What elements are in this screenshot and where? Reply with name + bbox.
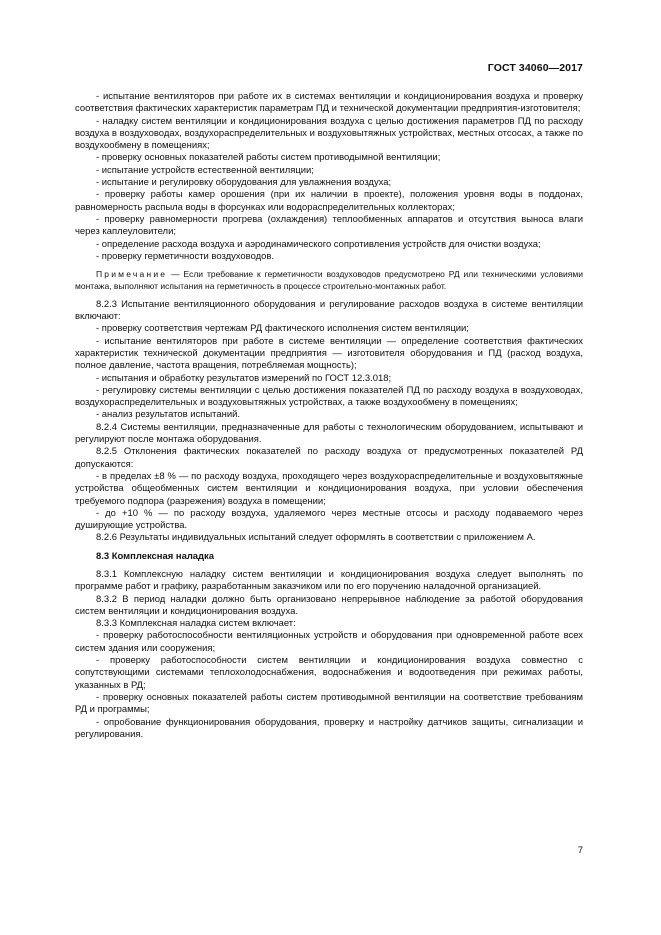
note [75, 269, 583, 293]
paragraph: - проверку работоспособности вентиляционных устройств и оборудования при одновременной работе всех систем здания или сооружения; [75, 630, 583, 654]
paragraph: - испытание и регулировку оборудования для увлажнения воздуха; [96, 177, 392, 189]
paragraph: 8.2.5 Отклонения фактических показателей по расходу воздуха от предусмотренных показателей РД допускаются: [75, 446, 583, 470]
note-label: Примечание [96, 269, 168, 280]
paragraph: - опробование функционирования оборудования, проверку и настройку датчиков защиты, сигнализации и регулирования. [75, 716, 583, 740]
paragraph: - регулировку системы вентиляции с целью достижения показателей ПД по расходу воздуха в воздуховодах, воздухораспределительных и воздуховытяжных устройствах, а также воздухообмену в помещениях; [75, 384, 583, 409]
paragraph: - в пределах ±8 % — по расходу воздуха, проходящего через воздухораспределительные и воздуховытяжные устройства общеобменных систем вентиляции и кондиционирования воздуха, при условии обеспечения требуемого подпора (разрежения) воздуха в помещении; [75, 470, 583, 507]
body-text [75, 91, 583, 741]
paragraph: - проверку герметичности воздуховодов. [96, 250, 275, 262]
paragraph: - проверку основных показателей работы систем противодымной вентиляции; [96, 152, 441, 164]
paragraph: 8.3.1 Комплексную наладку систем вентиляции и кондиционирования воздуха следует выполнять по программе работ и графику, разработанным заказчиком или по его поручению наладочной организацией. [75, 568, 583, 593]
paragraph: 8.2.4 Системы вентиляции, предназначенные для работы с технологическим оборудованием, испытывают и регулируют после монтажа оборудования. [75, 421, 583, 446]
paragraph: - проверку равномерности прогрева (охлаждения) теплообменных аппаратов и отсутствия выноса влаги через каплеуловители; [75, 213, 583, 238]
note-text: Если требование к герметичности воздуховодов предусмотрено РД или техническими условиями монтажа, выполняют испытания на герметичность в процессе строительно-монтажных работ. [75, 269, 583, 291]
paragraph: - испытание вентиляторов при работе в системе вентиляции — определение соответствия фактических характеристик технической документации предприятия — изготовителя оборудования и ПД (расход воздуха, полное давление, частота вращения, потребляемая мощность); [75, 335, 583, 372]
paragraph: - проверку работы камер орошения (при их наличии в проекте), положения уровня воды в поддонах, равномерность распыла воды в форсунках или водораспределительных коллекторах; [75, 189, 583, 213]
paragraph: 8.3.3 Комплексная наладка систем включает: [96, 618, 296, 630]
paragraph: 8.2.6 Результаты индивидуальных испытаний следует оформлять в соответствии с приложением А. [96, 532, 536, 544]
paragraph: - испытания и обработку результатов измерений по ГОСТ 12.3.018; [96, 372, 392, 384]
page-number: 7 [577, 845, 583, 856]
paragraph: - испытание вентиляторов при работе их в системах вентиляции и кондиционирования воздуха и проверку соответствия фактических характеристик параметрам ПД и технической документации предприятия-изготовителя; [75, 91, 583, 115]
paragraph: - до +10 % — по расходу воздуха, удаляемого через местные отсосы и расходу подаваемого через душирующие устройства. [75, 507, 583, 532]
paragraph: - анализ результатов испытаний. [96, 409, 240, 421]
document-code: ГОСТ 34060—2017 [487, 62, 583, 74]
paragraph: 8.3.2 В период наладки должно быть организовано непрерывное наблюдение за работой оборудования систем вентиляции и кондиционирования воздуха. [75, 593, 583, 617]
paragraph: - проверку основных показателей работы систем противодымной вентиляции на соответствие требованиям РД и программы; [75, 691, 583, 716]
paragraph: 8.2.3 Испытание вентиляционного оборудования и регулирование расходов воздуха в системе вентиляции включают: [75, 298, 583, 323]
paragraph: - определение расхода воздуха и аэродинамического сопротивления устройств для очистки воздуха; [96, 238, 541, 250]
paragraph: - наладку систем вентиляции и кондиционирования воздуха с целью достижения параметров ПД по расходу воздуха в воздуховодах, воздухораспределительных и воздуховытяжных устройствах, местных отсосах, а также по воздухообмену в помещениях; [75, 115, 583, 152]
section-heading: 8.3 Комплексная наладка [96, 550, 215, 562]
paragraph: - испытание устройств естественной вентиляции; [96, 164, 314, 176]
paragraph: - проверку работоспособности систем вентиляции и кондиционирования воздуха совместно с сопутствующими системами теплохолодоснабжения, водоснабжения и водоотведения при режимах работы, указанных в РД; [75, 655, 583, 691]
paragraph: - проверку соответствия чертежам РД фактического исполнения систем вентиляции; [96, 323, 469, 335]
note-dash: — [171, 269, 180, 280]
